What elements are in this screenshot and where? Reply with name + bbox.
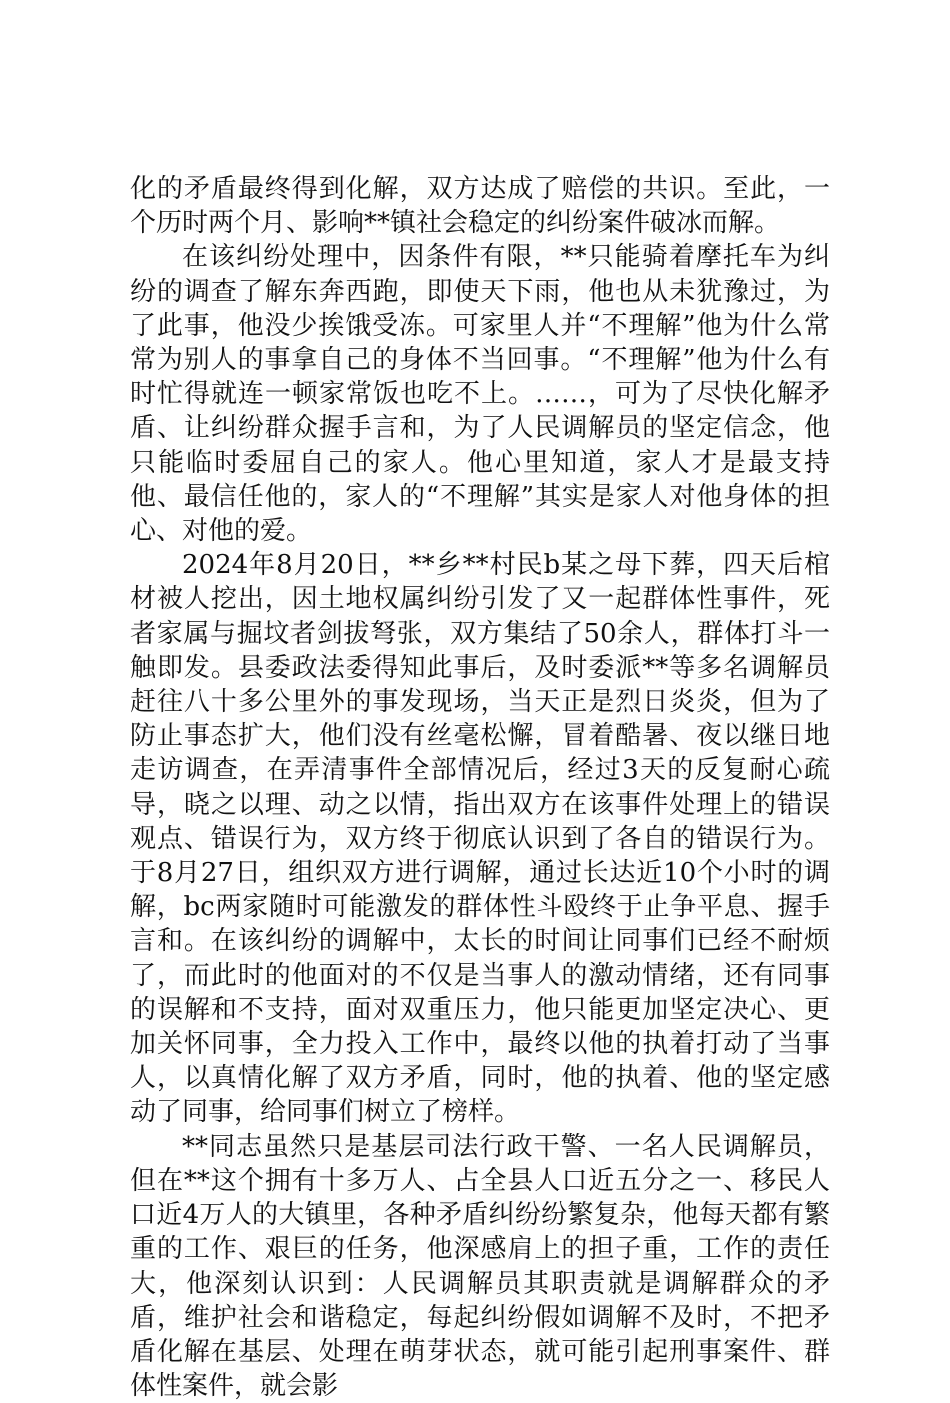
paragraph-family-support: 在该纠纷处理中，因条件有限，**只能骑着摩托车为纠纷的调查了解东奔西跑，即使天下雨，他也从未犹豫过，为了此事，他没少挨饿受冻。可家里人并“不理解”他为什么常常为别人的事拿自己的身体不当回事。“不理解”他为什么有时忙得就连一顿家常饭也吃不上。……，可为了尽快化解矛盾、让纠纷群众握手言和，为了人民调解员的坚定信念，他只能临时委屈自己的家人。他心里知道，家人才是最支持他、最信任他的，家人的“不理解”其实是家人对他身体的担心、对他的爱。 <box>130 242 830 547</box>
document-body <box>130 172 830 1403</box>
paragraph-continuation: 化的矛盾最终得到化解，双方达成了赔偿的共识。至此，一个历时两个月、影响**镇社会稳定的纠纷案件破冰而解。 <box>130 174 830 239</box>
paragraph-burial-dispute: 2024年8月20日，**乡**村民b某之母下葬，四天后棺材被人挖出，因土地权属纠纷引发了又一起群体性事件，死者家属与掘坟者剑拔弩张，双方集结了50余人，群体打斗一触即发。县委政法委得知此事后，及时委派**等多名调解员赶往八十多公里外的事发现场，当天正是烈日炎炎，但为了防止事态扩大，他们没有丝毫松懈，冒着酷暑、夜以继日地走访调查，在弄清事件全部情况后，经过3天的反复耐心疏导，晓之以理、动之以情，指出双方在该事件处理上的错误观点、错误行为，双方终于彻底认识到了各自的错误行为。于8月27日，组织双方进行调解，通过长达近10个小时的调解，bc两家随时可能激发的群体性斗殴终于止争平息、握手言和。在该纠纷的调解中，太长的时间让同事们已经不耐烦了，而此时的他面对的不仅是当事人的激动情绪，还有同事的误解和不支持，面对双重压力，他只能更加坚定决心、更加关怀同事，全力投入工作中，最终以他的执着打动了当事人，以真情化解了双方矛盾，同时，他的执着、他的坚定感动了同事，给同事们树立了榜样。 <box>130 550 830 1128</box>
paragraph-mediator-duty: **同志虽然只是基层司法行政干警、一名人民调解员，但在**这个拥有十多万人、占全县人口近五分之一、移民人口近4万人的大镇里，各种矛盾纠纷纷繁复杂，他每天都有繁重的工作、艰巨的任务，他深感肩上的担子重，工作的责任大，他深刻认识到：人民调解员其职责就是调解群众的矛盾，维护社会和谐稳定，每起纠纷假如调解不及时，不把矛盾化解在基层、处理在萌芽状态，就可能引起刑事案件、群体性案件，就会影 <box>130 1131 830 1402</box>
